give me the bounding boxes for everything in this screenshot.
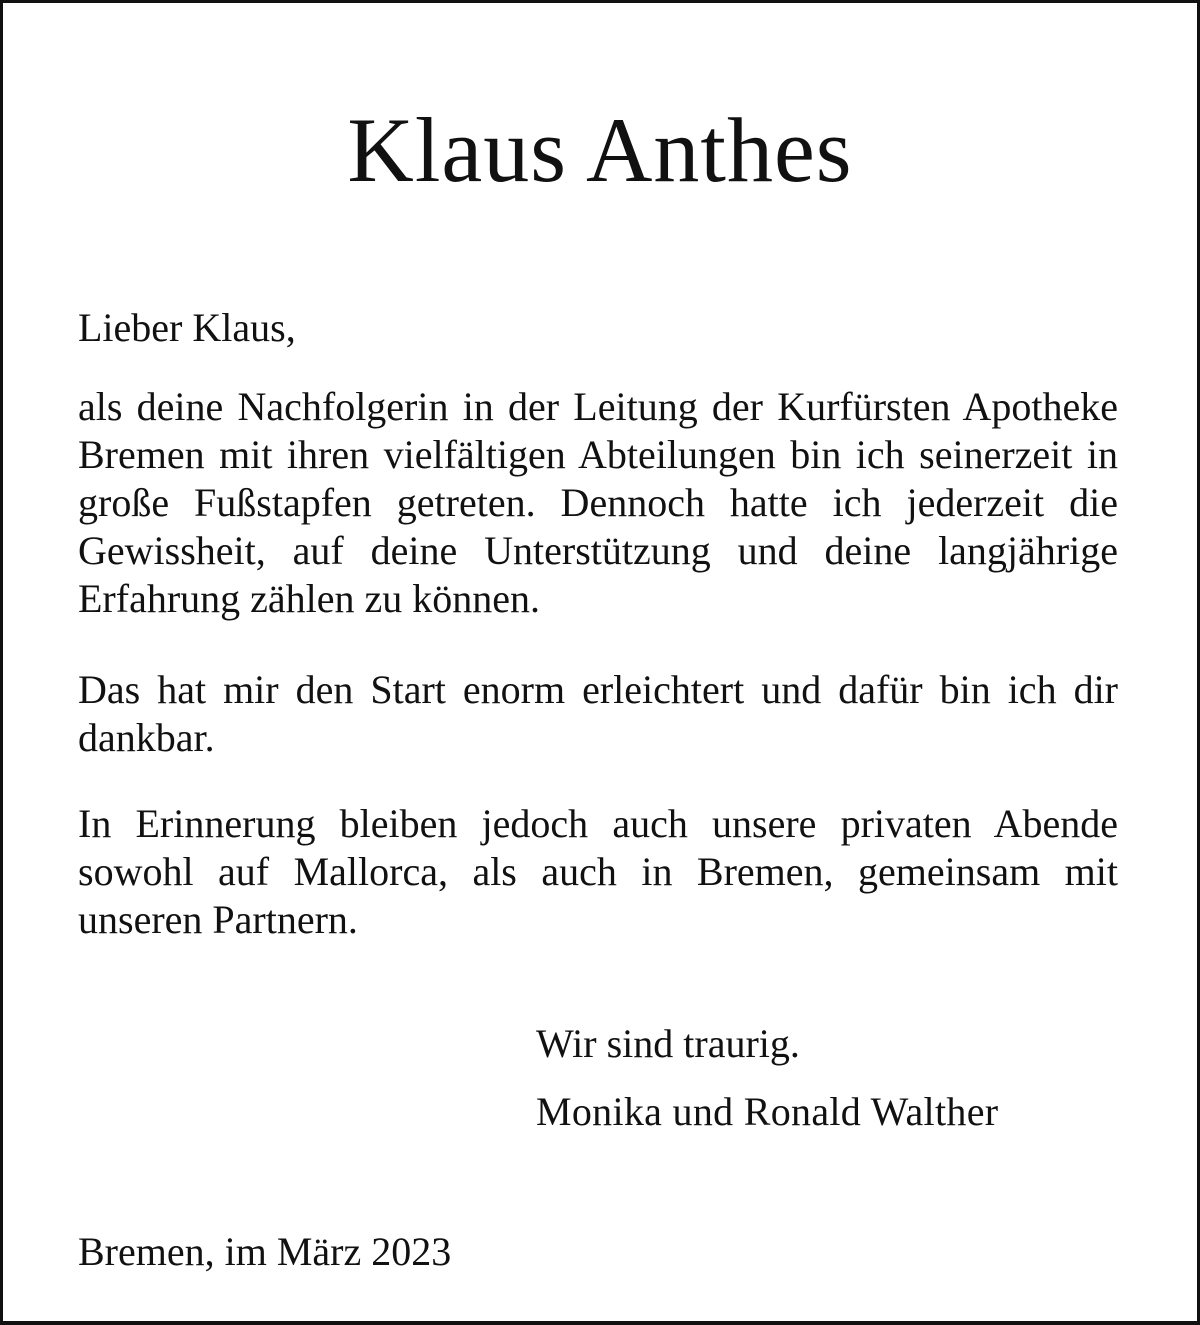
- paragraph-gratitude: Das hat mir den Start enorm erleichtert und dafür bin ich dir dankbar.: [78, 667, 1118, 760]
- deceased-name-title: Klaus Anthes: [347, 99, 853, 201]
- paragraph-succession: als deine Nachfolgerin in der Leitung der Kurfürsten Apotheke Bremen mit ihren vielfältigen Abteilungen bin ich seinerzeit in große Fußstapfen getreten. Dennoch hatte ich jederzeit die Gewissheit, auf deine Unterstützung und deine langjährige Erfahrung zählen zu können.: [78, 384, 1118, 621]
- place-and-date: Bremen, im März 2023: [78, 1229, 452, 1274]
- salutation: Lieber Klaus,: [78, 305, 296, 350]
- closing-line: Wir sind traurig.: [536, 1021, 800, 1066]
- signature-names: Monika und Ronald Walther: [536, 1089, 999, 1134]
- paragraph-memories: In Erinnerung bleiben jedoch auch unsere privaten Abende sowohl auf Mallorca, als auch in Bremen, gemeinsam mit unseren Partnern.: [78, 801, 1118, 942]
